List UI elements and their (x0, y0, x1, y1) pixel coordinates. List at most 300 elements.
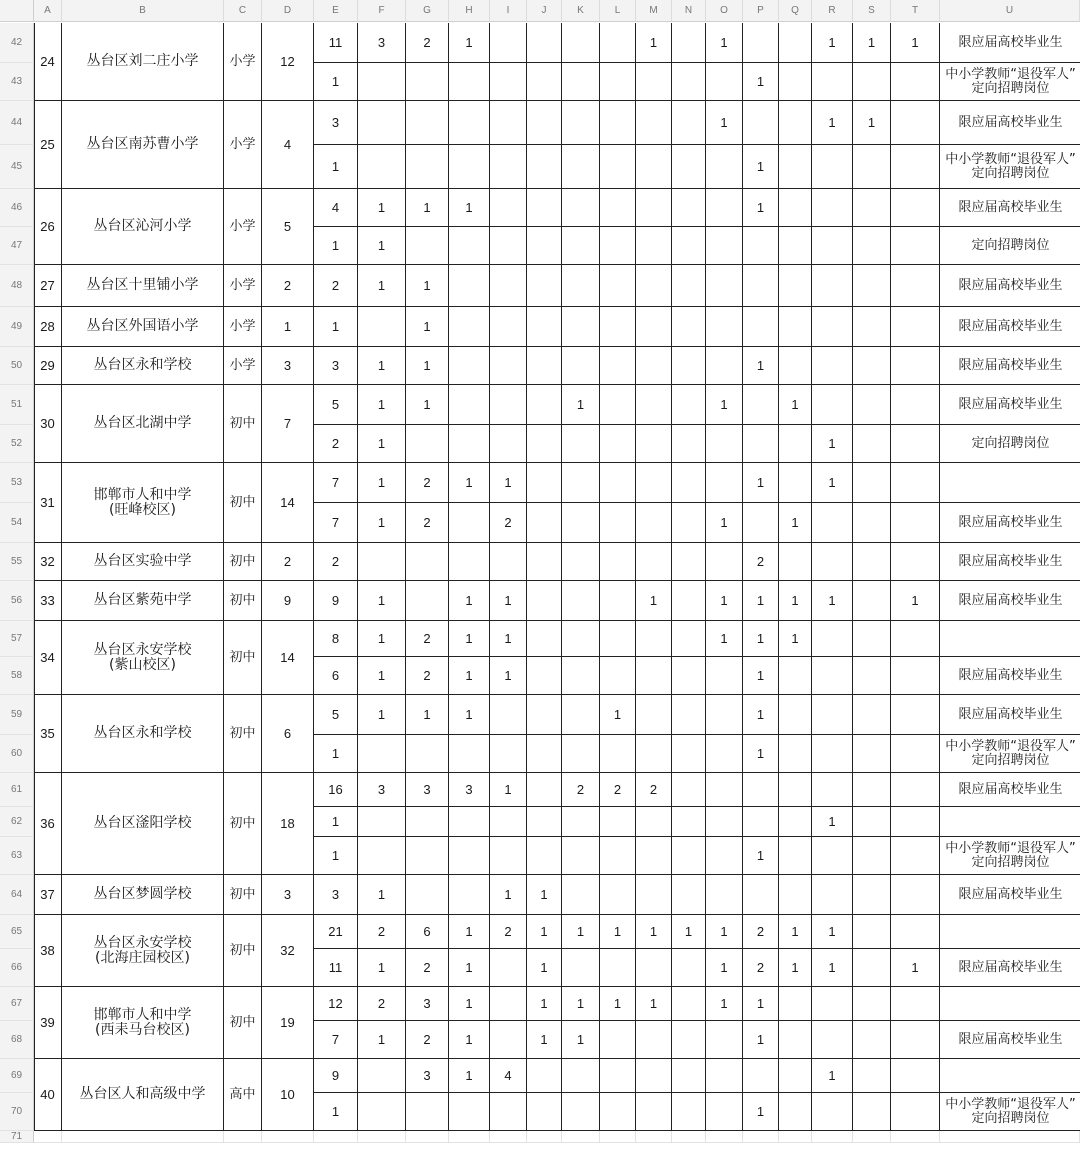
remark-cell[interactable]: 限应届高校毕业生 (940, 503, 1080, 543)
grid-cell[interactable] (891, 347, 940, 385)
school-name-cell[interactable]: 丛台区刘二庄小学 (62, 23, 224, 101)
empty-cell[interactable] (224, 1131, 262, 1143)
grid-cell[interactable] (358, 1093, 406, 1131)
grid-cell[interactable] (853, 773, 891, 807)
grid-cell[interactable]: 2 (743, 949, 779, 987)
grid-cell[interactable] (600, 63, 636, 101)
grid-cell[interactable] (358, 735, 406, 773)
grid-cell[interactable] (449, 145, 490, 189)
grid-cell[interactable] (406, 735, 449, 773)
grid-cell[interactable] (358, 543, 406, 581)
grid-cell[interactable]: 1 (743, 987, 779, 1021)
grid-cell[interactable] (449, 1093, 490, 1131)
grid-cell[interactable] (779, 265, 812, 307)
grid-cell[interactable] (562, 695, 600, 735)
grid-cell[interactable] (527, 657, 562, 695)
row-header-47[interactable]: 47 (0, 227, 34, 265)
empty-cell[interactable] (672, 1131, 706, 1143)
grid-cell[interactable] (779, 1093, 812, 1131)
grid-cell[interactable]: 1 (406, 347, 449, 385)
grid-cell[interactable] (706, 1059, 743, 1093)
empty-cell[interactable] (314, 1131, 358, 1143)
grid-cell[interactable]: 1 (449, 915, 490, 949)
grid-cell[interactable] (527, 63, 562, 101)
empty-cell[interactable] (743, 1131, 779, 1143)
grid-cell[interactable] (672, 875, 706, 915)
remark-cell[interactable]: 限应届高校毕业生 (940, 695, 1080, 735)
grid-cell[interactable] (891, 807, 940, 837)
grid-cell[interactable]: 2 (636, 773, 672, 807)
grid-cell[interactable]: 1 (490, 581, 527, 621)
row-header-59[interactable]: 59 (0, 695, 34, 735)
grid-cell[interactable]: 1 (314, 307, 358, 347)
school-total-cell[interactable]: 2 (262, 543, 314, 581)
grid-cell[interactable] (600, 347, 636, 385)
column-header-t[interactable]: T (891, 0, 940, 22)
grid-cell[interactable] (812, 227, 853, 265)
grid-cell[interactable] (527, 347, 562, 385)
grid-cell[interactable] (562, 875, 600, 915)
grid-cell[interactable]: 1 (706, 987, 743, 1021)
row-header-68[interactable]: 68 (0, 1021, 34, 1059)
grid-cell[interactable] (600, 949, 636, 987)
school-total-cell[interactable]: 14 (262, 621, 314, 695)
grid-cell[interactable] (853, 735, 891, 773)
grid-cell[interactable] (636, 621, 672, 657)
grid-cell[interactable] (891, 875, 940, 915)
column-header-g[interactable]: G (406, 0, 449, 22)
grid-cell[interactable] (853, 347, 891, 385)
grid-cell[interactable] (812, 63, 853, 101)
grid-cell[interactable]: 1 (358, 227, 406, 265)
grid-cell[interactable] (490, 227, 527, 265)
empty-cell[interactable] (34, 1131, 62, 1143)
grid-cell[interactable] (490, 307, 527, 347)
empty-cell[interactable] (358, 1131, 406, 1143)
grid-cell[interactable] (706, 265, 743, 307)
grid-cell[interactable] (406, 807, 449, 837)
grid-cell[interactable]: 2 (406, 657, 449, 695)
grid-cell[interactable]: 1 (527, 1021, 562, 1059)
grid-cell[interactable] (891, 503, 940, 543)
school-seq-cell[interactable]: 35 (34, 695, 62, 773)
grid-cell[interactable]: 1 (358, 463, 406, 503)
empty-cell[interactable] (406, 1131, 449, 1143)
column-header-b[interactable]: B (62, 0, 224, 22)
grid-cell[interactable] (527, 189, 562, 227)
remark-cell[interactable]: 限应届高校毕业生 (940, 773, 1080, 807)
grid-cell[interactable] (779, 807, 812, 837)
grid-cell[interactable]: 1 (314, 227, 358, 265)
row-header-56[interactable]: 56 (0, 581, 34, 621)
grid-cell[interactable] (600, 425, 636, 463)
remark-cell[interactable]: 限应届高校毕业生 (940, 581, 1080, 621)
remark-cell[interactable]: 定向招聘岗位 (940, 227, 1080, 265)
grid-cell[interactable]: 1 (358, 1021, 406, 1059)
grid-cell[interactable] (527, 307, 562, 347)
remark-cell[interactable]: 限应届高校毕业生 (940, 265, 1080, 307)
grid-cell[interactable]: 16 (314, 773, 358, 807)
grid-cell[interactable]: 1 (527, 987, 562, 1021)
remark-cell[interactable] (940, 463, 1080, 503)
grid-cell[interactable] (779, 1021, 812, 1059)
grid-cell[interactable] (891, 543, 940, 581)
grid-cell[interactable] (812, 837, 853, 875)
grid-cell[interactable]: 2 (743, 543, 779, 581)
grid-cell[interactable] (636, 503, 672, 543)
grid-cell[interactable] (490, 425, 527, 463)
grid-cell[interactable] (562, 807, 600, 837)
grid-cell[interactable]: 9 (314, 581, 358, 621)
grid-cell[interactable] (600, 621, 636, 657)
row-header-61[interactable]: 61 (0, 773, 34, 807)
grid-cell[interactable] (891, 1021, 940, 1059)
grid-cell[interactable]: 1 (743, 1093, 779, 1131)
grid-cell[interactable]: 1 (490, 463, 527, 503)
grid-cell[interactable]: 2 (314, 425, 358, 463)
grid-cell[interactable] (853, 145, 891, 189)
grid-cell[interactable] (812, 385, 853, 425)
grid-cell[interactable] (853, 503, 891, 543)
grid-cell[interactable]: 1 (743, 189, 779, 227)
grid-cell[interactable] (891, 63, 940, 101)
grid-cell[interactable] (562, 145, 600, 189)
grid-cell[interactable] (449, 807, 490, 837)
column-header-j[interactable]: J (527, 0, 562, 22)
grid-cell[interactable]: 1 (672, 915, 706, 949)
grid-cell[interactable] (449, 425, 490, 463)
grid-cell[interactable] (449, 735, 490, 773)
grid-cell[interactable] (449, 837, 490, 875)
grid-cell[interactable] (853, 1059, 891, 1093)
school-name-cell[interactable]: 丛台区梦圆学校 (62, 875, 224, 915)
column-header-d[interactable]: D (262, 0, 314, 22)
column-header-m[interactable]: M (636, 0, 672, 22)
grid-cell[interactable]: 1 (358, 657, 406, 695)
grid-cell[interactable] (600, 807, 636, 837)
grid-cell[interactable] (527, 837, 562, 875)
grid-cell[interactable] (853, 189, 891, 227)
grid-cell[interactable] (743, 385, 779, 425)
grid-cell[interactable] (636, 101, 672, 145)
grid-cell[interactable]: 1 (706, 503, 743, 543)
grid-cell[interactable] (706, 875, 743, 915)
grid-cell[interactable]: 1 (562, 987, 600, 1021)
grid-cell[interactable] (636, 657, 672, 695)
grid-cell[interactable] (891, 145, 940, 189)
grid-cell[interactable]: 2 (406, 23, 449, 63)
grid-cell[interactable] (779, 735, 812, 773)
grid-cell[interactable] (706, 1093, 743, 1131)
grid-cell[interactable]: 1 (853, 101, 891, 145)
grid-cell[interactable]: 2 (406, 1021, 449, 1059)
remark-cell[interactable]: 限应届高校毕业生 (940, 23, 1080, 63)
grid-cell[interactable] (527, 101, 562, 145)
grid-cell[interactable]: 5 (314, 385, 358, 425)
grid-cell[interactable]: 1 (358, 695, 406, 735)
grid-cell[interactable] (812, 145, 853, 189)
grid-cell[interactable] (406, 543, 449, 581)
row-header-44[interactable]: 44 (0, 101, 34, 145)
grid-cell[interactable] (812, 265, 853, 307)
column-header-c[interactable]: C (224, 0, 262, 22)
grid-cell[interactable] (672, 227, 706, 265)
grid-cell[interactable]: 2 (358, 987, 406, 1021)
grid-cell[interactable] (853, 987, 891, 1021)
grid-cell[interactable] (562, 23, 600, 63)
grid-cell[interactable] (562, 463, 600, 503)
remark-cell[interactable]: 中小学教师“退役军人” 定向招聘岗位 (940, 1093, 1080, 1131)
grid-cell[interactable] (358, 837, 406, 875)
grid-cell[interactable] (891, 915, 940, 949)
grid-cell[interactable] (527, 265, 562, 307)
remark-cell[interactable] (940, 1059, 1080, 1093)
grid-cell[interactable] (490, 189, 527, 227)
grid-cell[interactable] (853, 581, 891, 621)
grid-cell[interactable] (600, 543, 636, 581)
grid-cell[interactable] (527, 1093, 562, 1131)
grid-cell[interactable] (527, 735, 562, 773)
school-seq-cell[interactable]: 37 (34, 875, 62, 915)
grid-cell[interactable] (891, 463, 940, 503)
school-seq-cell[interactable]: 26 (34, 189, 62, 265)
grid-cell[interactable] (672, 773, 706, 807)
grid-cell[interactable]: 2 (600, 773, 636, 807)
grid-cell[interactable] (527, 425, 562, 463)
row-header-64[interactable]: 64 (0, 875, 34, 915)
grid-cell[interactable]: 11 (314, 23, 358, 63)
grid-cell[interactable]: 1 (743, 63, 779, 101)
empty-cell[interactable] (706, 1131, 743, 1143)
school-seq-cell[interactable]: 24 (34, 23, 62, 101)
school-level-cell[interactable]: 小学 (224, 23, 262, 101)
grid-cell[interactable]: 1 (490, 621, 527, 657)
grid-cell[interactable] (706, 773, 743, 807)
remark-cell[interactable]: 限应届高校毕业生 (940, 949, 1080, 987)
column-header-o[interactable]: O (706, 0, 743, 22)
school-level-cell[interactable]: 初中 (224, 621, 262, 695)
row-header-46[interactable]: 46 (0, 189, 34, 227)
school-total-cell[interactable]: 14 (262, 463, 314, 543)
school-seq-cell[interactable]: 27 (34, 265, 62, 307)
grid-cell[interactable]: 2 (743, 915, 779, 949)
grid-cell[interactable] (779, 23, 812, 63)
grid-cell[interactable] (636, 189, 672, 227)
column-header-n[interactable]: N (672, 0, 706, 22)
grid-cell[interactable] (812, 347, 853, 385)
grid-cell[interactable]: 1 (743, 837, 779, 875)
grid-cell[interactable] (562, 621, 600, 657)
grid-cell[interactable]: 1 (449, 657, 490, 695)
grid-cell[interactable] (636, 1021, 672, 1059)
grid-cell[interactable]: 1 (314, 735, 358, 773)
row-header-55[interactable]: 55 (0, 543, 34, 581)
row-header-42[interactable]: 42 (0, 23, 34, 63)
grid-cell[interactable]: 1 (527, 949, 562, 987)
grid-cell[interactable] (600, 657, 636, 695)
grid-cell[interactable] (600, 385, 636, 425)
grid-cell[interactable] (358, 101, 406, 145)
empty-cell[interactable] (636, 1131, 672, 1143)
grid-cell[interactable] (636, 695, 672, 735)
grid-cell[interactable] (672, 657, 706, 695)
grid-cell[interactable] (527, 773, 562, 807)
grid-cell[interactable] (490, 63, 527, 101)
school-seq-cell[interactable]: 29 (34, 347, 62, 385)
grid-cell[interactable] (636, 63, 672, 101)
grid-cell[interactable] (636, 385, 672, 425)
grid-cell[interactable]: 1 (636, 915, 672, 949)
grid-cell[interactable] (600, 1021, 636, 1059)
grid-cell[interactable] (853, 1021, 891, 1059)
row-header-52[interactable]: 52 (0, 425, 34, 463)
grid-cell[interactable]: 3 (449, 773, 490, 807)
grid-cell[interactable] (779, 773, 812, 807)
school-total-cell[interactable]: 1 (262, 307, 314, 347)
grid-cell[interactable] (636, 837, 672, 875)
school-name-cell[interactable]: 丛台区南苏曹小学 (62, 101, 224, 189)
grid-cell[interactable] (449, 385, 490, 425)
grid-cell[interactable] (449, 543, 490, 581)
grid-cell[interactable] (812, 621, 853, 657)
grid-cell[interactable] (636, 949, 672, 987)
grid-cell[interactable] (562, 1059, 600, 1093)
grid-cell[interactable] (853, 915, 891, 949)
grid-cell[interactable] (490, 101, 527, 145)
grid-cell[interactable]: 1 (743, 145, 779, 189)
column-header-p[interactable]: P (743, 0, 779, 22)
grid-cell[interactable] (562, 347, 600, 385)
row-header-65[interactable]: 65 (0, 915, 34, 949)
grid-cell[interactable] (853, 425, 891, 463)
grid-cell[interactable]: 1 (636, 23, 672, 63)
grid-cell[interactable] (743, 227, 779, 265)
grid-cell[interactable]: 1 (891, 23, 940, 63)
school-seq-cell[interactable]: 28 (34, 307, 62, 347)
grid-cell[interactable]: 1 (562, 1021, 600, 1059)
school-total-cell[interactable]: 4 (262, 101, 314, 189)
grid-cell[interactable] (853, 265, 891, 307)
grid-cell[interactable] (449, 63, 490, 101)
row-header-70[interactable]: 70 (0, 1093, 34, 1131)
grid-cell[interactable] (636, 425, 672, 463)
school-level-cell[interactable]: 初中 (224, 987, 262, 1059)
grid-cell[interactable] (812, 657, 853, 695)
grid-cell[interactable]: 1 (600, 987, 636, 1021)
grid-cell[interactable] (358, 145, 406, 189)
grid-cell[interactable]: 1 (779, 621, 812, 657)
grid-cell[interactable]: 1 (812, 949, 853, 987)
grid-cell[interactable] (527, 621, 562, 657)
grid-cell[interactable] (672, 145, 706, 189)
grid-cell[interactable] (779, 145, 812, 189)
grid-cell[interactable] (490, 695, 527, 735)
grid-cell[interactable]: 1 (562, 385, 600, 425)
grid-cell[interactable]: 11 (314, 949, 358, 987)
grid-cell[interactable] (562, 265, 600, 307)
grid-cell[interactable]: 3 (314, 875, 358, 915)
grid-cell[interactable] (779, 875, 812, 915)
grid-cell[interactable]: 1 (812, 425, 853, 463)
grid-cell[interactable] (779, 543, 812, 581)
school-seq-cell[interactable]: 32 (34, 543, 62, 581)
grid-cell[interactable] (600, 581, 636, 621)
grid-cell[interactable] (672, 425, 706, 463)
grid-cell[interactable]: 1 (314, 807, 358, 837)
grid-cell[interactable]: 1 (449, 189, 490, 227)
grid-cell[interactable]: 1 (449, 1021, 490, 1059)
school-seq-cell[interactable]: 34 (34, 621, 62, 695)
grid-cell[interactable] (891, 837, 940, 875)
school-name-cell[interactable]: 丛台区实验中学 (62, 543, 224, 581)
row-header-54[interactable]: 54 (0, 503, 34, 543)
grid-cell[interactable] (779, 837, 812, 875)
grid-cell[interactable] (891, 1059, 940, 1093)
grid-cell[interactable]: 7 (314, 503, 358, 543)
grid-cell[interactable] (706, 347, 743, 385)
grid-cell[interactable] (853, 1093, 891, 1131)
grid-cell[interactable]: 1 (891, 581, 940, 621)
grid-cell[interactable]: 1 (743, 463, 779, 503)
grid-cell[interactable] (490, 385, 527, 425)
grid-cell[interactable] (358, 63, 406, 101)
grid-cell[interactable]: 1 (779, 581, 812, 621)
grid-cell[interactable] (600, 227, 636, 265)
grid-cell[interactable] (600, 837, 636, 875)
grid-cell[interactable]: 2 (562, 773, 600, 807)
grid-cell[interactable]: 1 (706, 621, 743, 657)
grid-cell[interactable] (891, 101, 940, 145)
grid-cell[interactable]: 1 (743, 621, 779, 657)
school-total-cell[interactable]: 9 (262, 581, 314, 621)
grid-cell[interactable]: 1 (636, 581, 672, 621)
grid-cell[interactable]: 7 (314, 1021, 358, 1059)
grid-cell[interactable] (358, 307, 406, 347)
remark-cell[interactable] (940, 621, 1080, 657)
row-header-63[interactable]: 63 (0, 837, 34, 875)
remark-cell[interactable]: 限应届高校毕业生 (940, 189, 1080, 227)
grid-cell[interactable]: 1 (358, 581, 406, 621)
grid-cell[interactable]: 1 (812, 1059, 853, 1093)
grid-cell[interactable] (672, 101, 706, 145)
school-name-cell[interactable]: 丛台区北湖中学 (62, 385, 224, 463)
row-header-60[interactable]: 60 (0, 735, 34, 773)
grid-cell[interactable]: 1 (812, 807, 853, 837)
grid-cell[interactable] (562, 657, 600, 695)
school-name-cell[interactable]: 丛台区永和学校 (62, 695, 224, 773)
grid-cell[interactable] (490, 987, 527, 1021)
school-level-cell[interactable]: 初中 (224, 695, 262, 773)
empty-cell[interactable] (600, 1131, 636, 1143)
grid-cell[interactable] (490, 347, 527, 385)
grid-cell[interactable] (853, 543, 891, 581)
grid-cell[interactable] (743, 307, 779, 347)
grid-cell[interactable] (672, 987, 706, 1021)
grid-cell[interactable] (358, 1059, 406, 1093)
grid-cell[interactable] (527, 581, 562, 621)
grid-cell[interactable]: 1 (406, 189, 449, 227)
grid-cell[interactable]: 1 (406, 695, 449, 735)
grid-cell[interactable]: 1 (358, 503, 406, 543)
remark-cell[interactable]: 限应届高校毕业生 (940, 307, 1080, 347)
row-header-66[interactable]: 66 (0, 949, 34, 987)
column-header-i[interactable]: I (490, 0, 527, 22)
school-seq-cell[interactable]: 38 (34, 915, 62, 987)
grid-cell[interactable] (812, 189, 853, 227)
grid-cell[interactable]: 1 (812, 101, 853, 145)
school-total-cell[interactable]: 3 (262, 347, 314, 385)
grid-cell[interactable] (672, 581, 706, 621)
